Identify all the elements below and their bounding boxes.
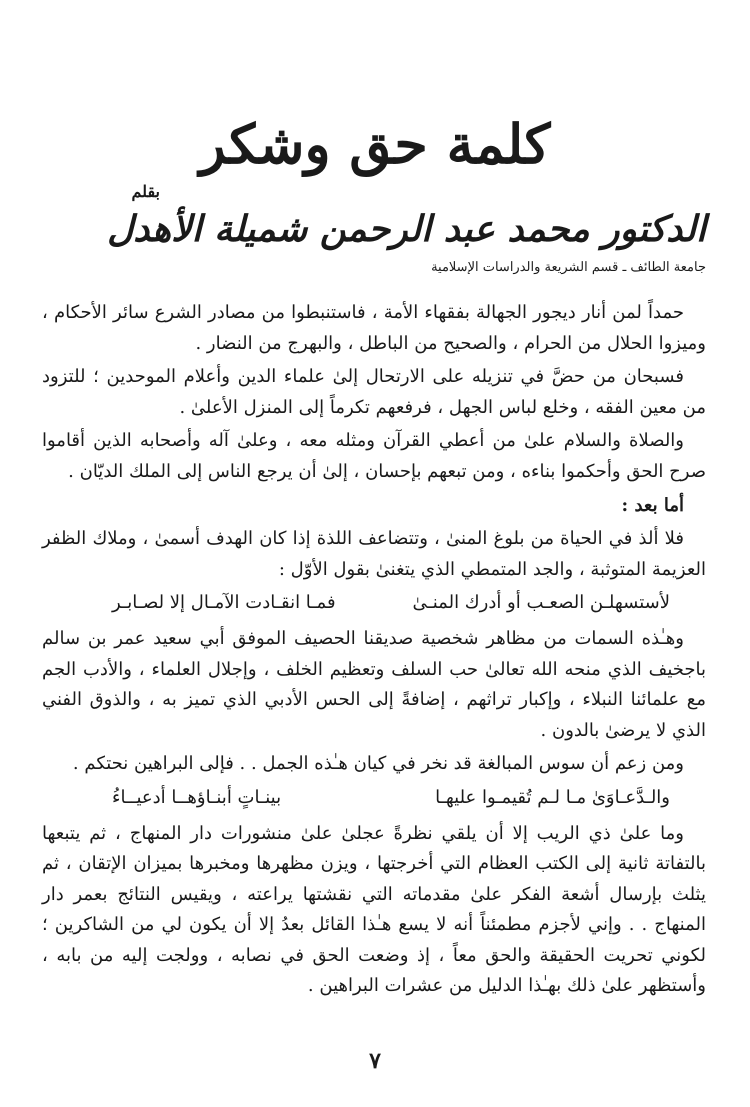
paragraph-6: ومن زعم أن سوس المبالغة قد نخر في كيان هـٰذه الجمل . . فإلى البراهين نحتكم . <box>72 753 684 775</box>
verse-2-first-hemistich: والـدَّعـاوَىٰ مـا لـم تُقيمـوا عليهـا <box>435 786 670 808</box>
page-number: ٧ <box>369 1048 381 1074</box>
author-affiliation: جامعة الطائف ـ قسم الشريعة والدراسات الإسلامية <box>431 260 706 275</box>
paragraph-3: والصلاة والسلام علىٰ من أعطي القرآن ومثله معه ، وعلىٰ آله وأصحابه الذين أقاموا صرح الحق وأحكموا بناءه ، ومن تبعهم بإحسان ، إلىٰ أن يرجع الناس إلى الملك الديّان . <box>42 430 706 482</box>
paragraph-2: فسبحان من حضَّ في تنزيله على الارتحال إلىٰ علماء الدين وأعلام الموحدين ؛ للتزود من معين الفقه ، وخلع لباس الجهل ، فرفعهم تكرماً إلى المنزل الأعلىٰ . <box>42 366 706 418</box>
paragraph-4: فلا ألذ في الحياة من بلوغ المنىٰ ، وتتضاعف اللذة إذا كان الهدف أسمىٰ ، وملاك الظفر العزيمة المتوثبة ، والجد المتمطي الذي يتغنىٰ بقول الأوّل : <box>42 528 706 580</box>
author-name: الدكتور محمد عبد الرحمن شميلة الأهدل <box>107 208 706 250</box>
paragraph-5: وهـٰذه السمات من مظاهر شخصية صديقنا الحصيف الموفق أبي سعيد عمر بن سالم باجخيف الذي منحه الله تعالىٰ حب السلف وتعظيم الخلف ، وإجلال العلماء ، والأدب الجم مع علمائنا النبلاء ، وإكبار تراثهم ، إضافةً إلى الحس الأدبي الذي تميز به ، والذوق الفني الذي لا يرضىٰ بالدون . <box>42 627 706 741</box>
by-label: بقلم <box>131 182 160 201</box>
verse-1-first-hemistich: لأستسهلـن الصعـب أو أدرك المنـىٰ <box>412 592 670 614</box>
verse-line-2 <box>42 783 706 814</box>
body-text <box>42 298 706 1005</box>
verse-2-second-hemistich: بينـاتٍ أبنـاؤهــا أدعيــاءُ <box>112 786 282 808</box>
page-title: كلمة حق وشكر <box>199 112 551 176</box>
amma-bad-heading: أما بعد : <box>621 494 684 516</box>
verse-1-second-hemistich: فمـا انقـادت الآمـال إلا لصـابـر <box>112 592 336 614</box>
verse-line-1 <box>42 588 706 619</box>
paragraph-7: وما علىٰ ذي الريب إلا أن يلقي نظرةً عجلىٰ علىٰ منشورات دار المنهاج ، ثم يتبعها بالتفاتة ثانية إلى الكتب العظام التي أخرجتها ، ويزن مظهرها ومخبرها بميزان الإتقان ، ثم يثلث بإرسال أشعة الفكر علىٰ مقدماته التي نقشتها يراعته ، ويقيس النتائج بعمر دار المنهاج . . وإني لأجزم مطمئناً أنه لا يسع هـٰذا القائل بعدُ إلا أن يكون لي من الشاكرين ؛ لكوني تحريت الحقيقة والحق معاً ، إذ وضعت الحق في نصابه ، وولجت إليه من بابه ، وأستظهر علىٰ ذلك بهـٰذا الدليل من عشرات البراهين . <box>42 822 706 997</box>
paragraph-1: حمداً لمن أنار ديجور الجهالة بفقهاء الأمة ، فاستنبطوا من مصادر الشرع سائر الأحكام ، وميزوا الحلال من الحرام ، والصحيح من الباطل ، والبهرج من النضار . <box>42 302 706 354</box>
